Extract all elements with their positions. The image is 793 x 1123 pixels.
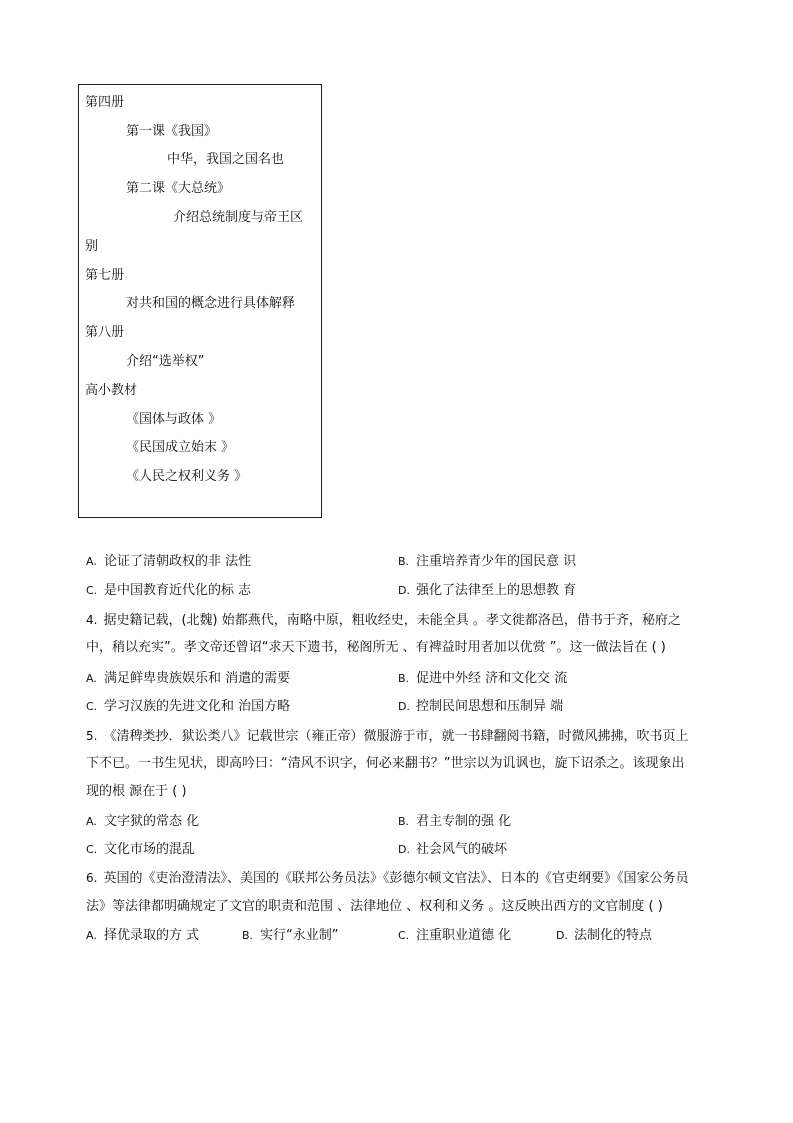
box-line: 第七册 [85,268,125,283]
box-line: 《民国成立始末 》 [126,440,235,455]
option-text: 注重职业道德 化 [416,928,512,943]
option-text: 促进中外经 济和文化交 流 [416,671,568,686]
option-text: 实行“永业制” [260,928,339,943]
option-letter: A. [86,815,97,828]
option-letter: B. [398,815,410,828]
box-line: 第四册 [85,95,125,110]
question-text: 英国的《吏治澄清法》、美国的《联邦公务员法》《彭德尔顿文官法》、日本的《官吏纲要》《国家公务员 [103,871,689,886]
option-text: 文化市场的混乱 [104,842,196,857]
option-a [86,928,199,944]
option-letter: C. [398,929,410,942]
question-number: 4. [86,613,98,627]
box-line: 第二课《大总统》 [126,181,231,196]
option-letter: B. [398,555,410,568]
option-text: 是中国教育近代化的标 志 [104,583,252,598]
question-number: 6. [86,871,98,885]
option-letter: C. [86,584,98,597]
box-line: 《人民之权利义务 》 [126,469,248,484]
option-a [86,671,290,687]
box-line: 高小教材 [85,383,138,398]
option-text: 法制化的特点 [574,928,653,943]
option-c [398,928,511,944]
option-text: 注重培养青少年的国民意 识 [416,554,577,569]
box-line: 别 [85,239,99,254]
option-text: 择优录取的方 式 [104,928,200,943]
option-a [86,554,251,570]
option-d [398,699,563,715]
option-c [86,842,195,858]
option-letter: C. [86,843,98,856]
option-letter: D. [398,700,410,713]
option-b [398,554,576,570]
question-6-line: 法》等法律都明确规定了文官的职责和范围 、法律地位 、权利和义务 。这反映出西方的文官制度 ( ) [86,899,663,914]
option-letter: B. [242,929,254,942]
option-b [242,928,338,944]
option-b [398,671,567,687]
option-letter: D. [398,584,410,597]
option-text: 社会风气的破坏 [416,842,508,857]
option-d [556,928,652,944]
option-letter: D. [398,843,410,856]
box-line: 《国体与政体 》 [126,412,222,427]
option-letter: D. [556,929,568,942]
option-letter: A. [86,555,97,568]
option-text: 学习汉族的先进文化和 治国方略 [104,699,291,714]
excerpt-box [78,84,322,518]
question-5-line: 下不已。一书生见状，即高吟曰：“清风不识字，何必来翻书？”世宗以为讥讽也，旋下诏杀之。该现象出 [86,756,685,771]
question-number: 5. [86,729,98,743]
option-c [86,699,290,715]
option-a [86,814,199,830]
option-c [86,583,251,599]
question-4-line [86,612,681,629]
box-line: 对共和国的概念进行具体解释 [126,296,296,311]
option-letter: A. [86,929,97,942]
question-5-line: 现的根 源在于 ( ) [86,784,187,799]
box-line: 第一课《我国》 [126,124,218,139]
option-text: 满足鲜卑贵族娱乐和 消遣的需要 [104,671,291,686]
option-letter: B. [398,672,410,685]
option-d [398,842,507,858]
option-text: 强化了法律至上的思想教 育 [416,583,577,598]
question-5-line [86,728,688,745]
option-letter: A. [86,672,97,685]
question-4-line: 中，稍以充实”。孝文帝还曾诏“求天下遗书，秘阁所无 、有裨益时用者加以优赏 ”。这一做法旨在 ( ) [86,640,666,655]
question-text: 《清稗类抄．狱讼类八》记载世宗（雍正帝）微服游于市，就一书肆翻阅书籍，时微风拂拂，吹书页上 [103,729,689,744]
option-letter: C. [86,700,98,713]
option-b [398,814,511,830]
option-text: 文字狱的常态 化 [104,814,200,829]
question-6-line [86,870,688,887]
box-line: 第八册 [85,325,125,340]
question-text: 据史籍记载，(北魏) 始都燕代，南略中原，粗收经史，未能全具 。孝文徙都洛邑，借书于齐，秘府之 [103,613,681,628]
box-line: 介绍“选举权” [126,354,205,369]
option-d [398,583,576,599]
option-text: 控制民间思想和压制异 端 [416,699,564,714]
option-text: 论证了清朝政权的非 法性 [104,554,252,569]
option-text: 君主专制的强 化 [416,814,512,829]
box-line: 介绍总统制度与帝王区 [173,210,304,225]
box-line: 中华，我国之国名也 [167,152,285,167]
